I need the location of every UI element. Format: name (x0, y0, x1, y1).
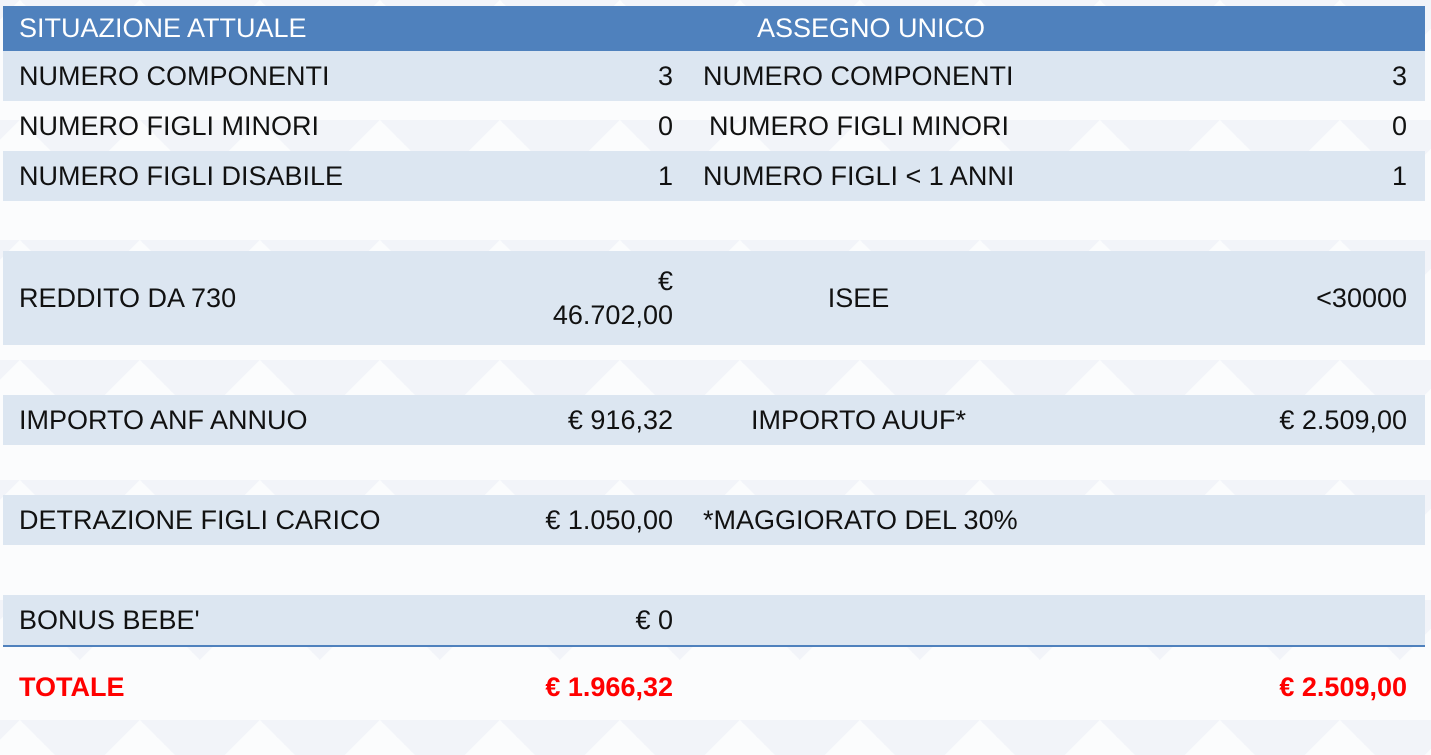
totale-left-value: € 1.966,32 (545, 672, 673, 702)
empty-cell (691, 595, 1425, 646)
row-label: NUMERO FIGLI MINORI (19, 110, 320, 141)
spacer-row (3, 201, 1425, 251)
row-label: NUMERO FIGLI MINORI (709, 110, 1010, 141)
importo-anf-value: € 916,32 (509, 395, 691, 445)
row-label: NUMERO FIGLI < 1 ANNI (691, 151, 1026, 201)
spacer-row (3, 345, 1425, 395)
reddito-value (509, 251, 691, 345)
row-value: 0 (1391, 110, 1408, 141)
table-row (3, 151, 1425, 201)
row-label: NUMERO COMPONENTI (691, 51, 1026, 101)
bonus-value: € 0 (509, 595, 691, 646)
row-value: 0 (657, 110, 673, 141)
bonus-label: BONUS BEBE' (3, 595, 509, 646)
importo-anf-label: IMPORTO ANF ANNUO (3, 395, 509, 445)
header-assegno-unico (691, 6, 1425, 51)
table-row (3, 395, 1425, 445)
importo-auuf-value: € 2.509,00 (1026, 395, 1425, 445)
spacer-row (3, 545, 1425, 595)
reddito-amount: 46.702,00 (552, 300, 673, 330)
reddito-label: REDDITO DA 730 (3, 251, 509, 345)
total-row (3, 646, 1425, 709)
importo-auuf-label: IMPORTO AUUF* (691, 395, 1026, 445)
detrazione-value: € 1.050,00 (509, 495, 691, 545)
empty-cell (691, 646, 1026, 709)
row-value: 3 (1026, 51, 1425, 101)
maggiorato-note: *MAGGIORATO DEL 30% (691, 495, 1425, 545)
table-row (3, 251, 1425, 345)
table-row (3, 51, 1425, 101)
table-row (3, 101, 1425, 151)
detrazione-label: DETRAZIONE FIGLI CARICO (3, 495, 509, 545)
table-row (3, 495, 1425, 545)
row-value: 1 (509, 151, 691, 201)
reddito-currency: € (657, 266, 673, 296)
row-label: NUMERO FIGLI DISABILE (3, 151, 509, 201)
isee-value: <30000 (1026, 251, 1425, 345)
header-situazione-attuale: SITUAZIONE ATTUALE (3, 6, 691, 51)
row-value: 1 (1026, 151, 1425, 201)
totale-right-value: € 2.509,00 (1279, 672, 1408, 702)
totale-label: TOTALE (19, 672, 125, 702)
table-row (3, 595, 1425, 646)
isee-label: ISEE (691, 251, 1026, 345)
spacer-row (3, 445, 1425, 495)
comparison-table (3, 6, 1425, 709)
row-label: NUMERO COMPONENTI (3, 51, 509, 101)
header-assegno-unico-label: ASSEGNO UNICO (757, 13, 986, 43)
row-value: 3 (509, 51, 691, 101)
table-header-row (3, 6, 1425, 51)
